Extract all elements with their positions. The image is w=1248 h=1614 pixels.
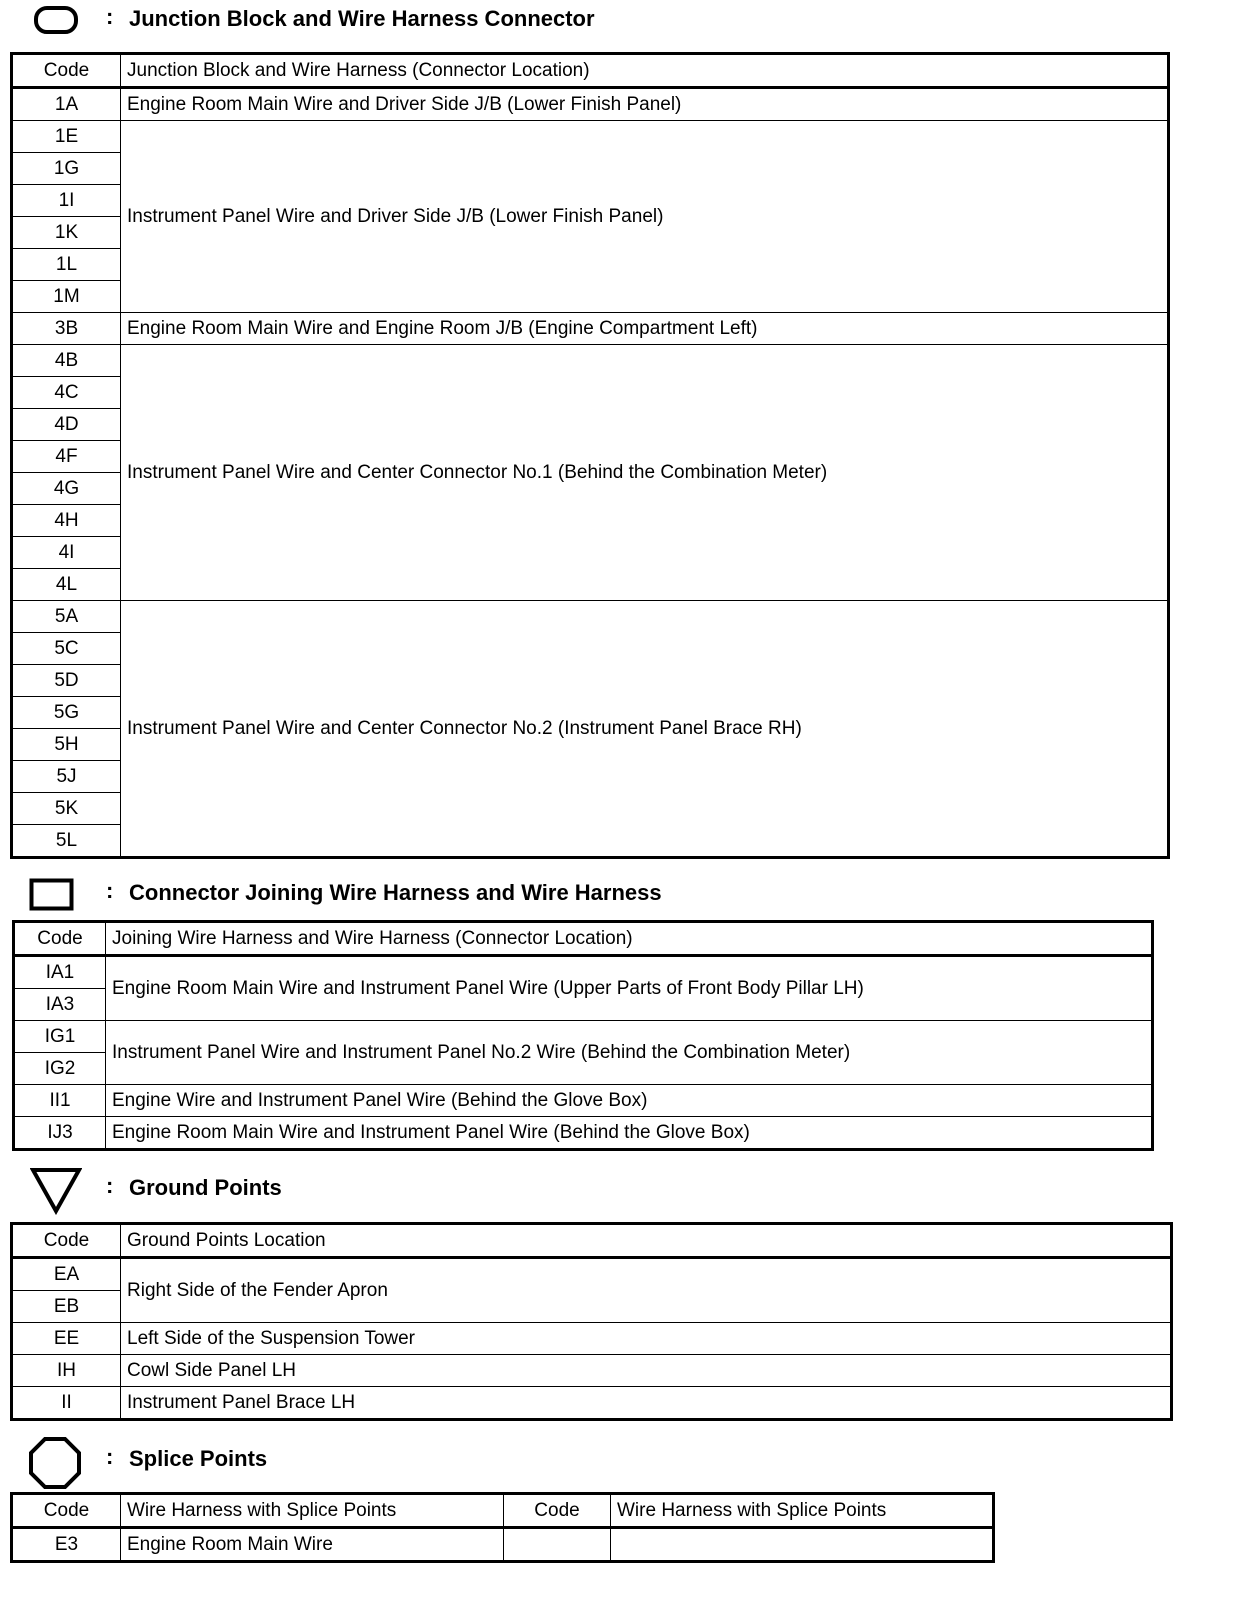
code-cell: 5C [12,633,121,665]
code-cell: IG1 [14,1021,106,1053]
table-row [12,1387,1172,1420]
desc-cell: Engine Room Main Wire and Instrument Panel Wire (Upper Parts of Front Body Pillar LH) [106,956,1153,1021]
rounded-rectangle-icon [33,5,79,35]
code-cell: 4C [12,377,121,409]
table-row [14,1021,1153,1053]
header-code: Code [12,54,121,88]
code-cell: 4F [12,441,121,473]
desc-cell: Left Side of the Suspension Tower [121,1323,1172,1355]
code-cell: IJ3 [14,1117,106,1150]
header-desc: Wire Harness with Splice Points [121,1494,504,1528]
code-cell: EE [12,1323,121,1355]
code-cell: 4L [12,569,121,601]
table-row [14,1085,1153,1117]
rectangle-icon [29,878,74,911]
section-title-splice: Splice Points [129,1446,268,1471]
code-cell: II [12,1387,121,1420]
desc-cell: Instrument Panel Brace LH [121,1387,1172,1420]
desc-cell: Instrument Panel Wire and Driver Side J/B (Lower Finish Panel) [121,121,1169,313]
down-triangle-icon [30,1167,82,1215]
code-cell: 5J [12,761,121,793]
header-code: Code [12,1494,121,1528]
code-cell: 4B [12,345,121,377]
table-row [12,88,1169,121]
code-cell: 1K [12,217,121,249]
header-code: Code [14,922,106,956]
desc-cell: Instrument Panel Wire and Instrument Panel No.2 Wire (Behind the Combination Meter) [106,1021,1153,1085]
code-cell: IA1 [14,956,106,989]
desc-cell: Right Side of the Fender Apron [121,1258,1172,1323]
desc-cell: Engine Room Main Wire and Instrument Panel Wire (Behind the Glove Box) [106,1117,1153,1150]
code-cell: IA3 [14,989,106,1021]
section-title-junction: Junction Block and Wire Harness Connector [129,6,595,31]
section-title-ground: Ground Points [129,1175,282,1200]
table-row [14,956,1153,989]
header-code: Code [504,1494,611,1528]
code-cell: 4D [12,409,121,441]
code-cell: 1I [12,185,121,217]
desc-cell: Instrument Panel Wire and Center Connector No.2 (Instrument Panel Brace RH) [121,601,1169,858]
code-cell: 1E [12,121,121,153]
octagon-icon [28,1436,82,1490]
code-cell: 1A [12,88,121,121]
table-header-row [14,922,1153,956]
table-row [12,601,1169,633]
code-cell: IH [12,1355,121,1387]
section-title-joining: Connector Joining Wire Harness and Wire Harness [129,880,662,905]
desc-cell: Engine Room Main Wire and Engine Room J/B (Engine Compartment Left) [121,313,1169,345]
table-row [12,1258,1172,1291]
code-cell: 4G [12,473,121,505]
code-cell: 4H [12,505,121,537]
code-cell: 5L [12,825,121,858]
desc-cell [611,1528,994,1562]
desc-cell: Cowl Side Panel LH [121,1355,1172,1387]
table-header-row [12,1494,994,1528]
desc-cell: Engine Room Main Wire and Driver Side J/B (Lower Finish Panel) [121,88,1169,121]
header-desc: Ground Points Location [121,1224,1172,1258]
header-desc: Joining Wire Harness and Wire Harness (Connector Location) [106,922,1153,956]
table-row [12,1528,994,1562]
colon: : [106,878,114,903]
table-row [12,1355,1172,1387]
colon: : [106,1444,114,1469]
code-cell: 4I [12,537,121,569]
table-row [12,121,1169,153]
code-cell: 1L [12,249,121,281]
code-cell: 1G [12,153,121,185]
header-code: Code [12,1224,121,1258]
code-cell: 5K [12,793,121,825]
table-row [12,1323,1172,1355]
splice-table [10,1492,995,1563]
colon: : [106,1173,114,1198]
code-cell: 5G [12,697,121,729]
table-header-row [12,54,1169,88]
joining-table [12,920,1154,1151]
code-cell: 1M [12,281,121,313]
table-row [12,313,1169,345]
desc-cell: Engine Wire and Instrument Panel Wire (Behind the Glove Box) [106,1085,1153,1117]
ground-table [10,1222,1173,1421]
code-cell: IG2 [14,1053,106,1085]
table-row [12,345,1169,377]
colon: : [106,4,114,29]
table-row [14,1117,1153,1150]
table-header-row [12,1224,1172,1258]
header-desc: Wire Harness with Splice Points [611,1494,994,1528]
code-cell: EB [12,1291,121,1323]
code-cell: EA [12,1258,121,1291]
code-cell [504,1528,611,1562]
code-cell: 3B [12,313,121,345]
code-cell: 5D [12,665,121,697]
header-desc: Junction Block and Wire Harness (Connector Location) [121,54,1169,88]
code-cell: 5A [12,601,121,633]
desc-cell: Instrument Panel Wire and Center Connector No.1 (Behind the Combination Meter) [121,345,1169,601]
code-cell: II1 [14,1085,106,1117]
junction-table [10,52,1170,859]
code-cell: 5H [12,729,121,761]
desc-cell: Engine Room Main Wire [121,1528,504,1562]
code-cell: E3 [12,1528,121,1562]
